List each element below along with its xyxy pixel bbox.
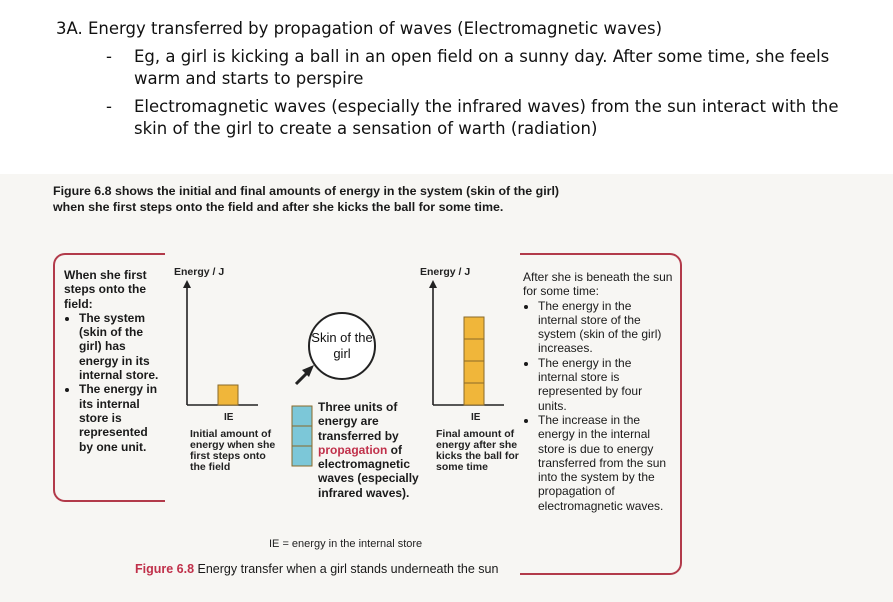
- right-box-item: • The energy in the internal store of the system (skin of the girl) increases.: [538, 299, 673, 356]
- note-bullet: [56, 96, 856, 140]
- note-text: Electromagnetic waves (especially the infrared waves) from the sun interact with the skin of the girl to create a sensation of warth (radiation): [134, 97, 839, 138]
- left-box-item: • The energy in its internal store is represented by one unit.: [79, 382, 164, 453]
- right-box-title: After she is beneath the sun for some time:: [523, 270, 673, 299]
- figure-number: Figure 6.8: [135, 562, 195, 576]
- figure-intro: Figure 6.8 shows the initial and final amounts of energy in the system (skin of the girl) when she first steps onto the field and after she kicks the ball for some time.: [53, 184, 560, 214]
- energy-unit-block: [464, 317, 484, 339]
- energy-unit-block: [464, 361, 484, 383]
- propagation-highlight: propagation: [318, 442, 388, 457]
- left-chart-caption: Initial amount of energy when she first steps onto the field: [190, 428, 276, 473]
- right-axis-label: Energy / J: [420, 266, 471, 278]
- note-text: Eg, a girl is kicking a ball in an open field on a sunny day. After some time, she feels warm and starts to perspire: [134, 47, 830, 88]
- note-bullet: [56, 46, 856, 90]
- energy-unit-block: [464, 383, 484, 405]
- right-info-text: [523, 270, 673, 513]
- right-bar-label: IE: [471, 412, 481, 423]
- right-box-item: • The increase in the energy in the internal store is due to energy transferred from the sun into the system by the propagation of electromagnetic waves.: [538, 413, 673, 513]
- energy-unit-block: [464, 339, 484, 361]
- system-label: Skin of the girl: [311, 330, 373, 361]
- notes-section: [56, 18, 856, 146]
- right-box-item: • The energy in the internal store is represented by four units.: [538, 356, 673, 413]
- transfer-text-end: of electromagnetic waves (especially infrared waves).: [318, 442, 419, 500]
- right-energy-stack: [464, 317, 484, 405]
- left-axis-label: Energy / J: [174, 266, 225, 278]
- transfer-text-start: Three units of energy are transferred by: [318, 400, 399, 443]
- left-bar-label: IE: [224, 412, 234, 423]
- left-energy-stack: [218, 385, 238, 405]
- section-heading: 3A. Energy transferred by propagation of waves (Electromagnetic waves): [56, 19, 663, 38]
- left-box-item: • The system (skin of the girl) has energy in its internal store.: [79, 311, 164, 382]
- bullet-dash: -: [106, 97, 112, 116]
- left-box-title: When she first steps onto the field:: [64, 268, 147, 311]
- bullet-dash: -: [106, 47, 112, 66]
- figure-caption: [135, 562, 498, 576]
- energy-unit-block: [292, 406, 312, 426]
- energy-unit-block: [292, 426, 312, 446]
- energy-unit-block: [292, 446, 312, 466]
- axis-arrow-icon: [183, 280, 191, 288]
- axis-arrow-icon: [429, 280, 437, 288]
- left-energy-chart: [180, 280, 260, 410]
- energy-unit-block: [218, 385, 238, 405]
- left-info-text: [64, 268, 164, 454]
- ie-definition: IE = energy in the internal store: [269, 538, 423, 550]
- transfer-units: [290, 402, 314, 468]
- right-chart-caption: Final amount of energy after she kicks the ball for some time: [436, 428, 519, 473]
- right-energy-chart: [426, 280, 506, 410]
- figure-caption-text: Energy transfer when a girl stands underneath the sun: [194, 562, 499, 576]
- transfer-description: [318, 400, 438, 500]
- transfer-stack: [292, 406, 312, 466]
